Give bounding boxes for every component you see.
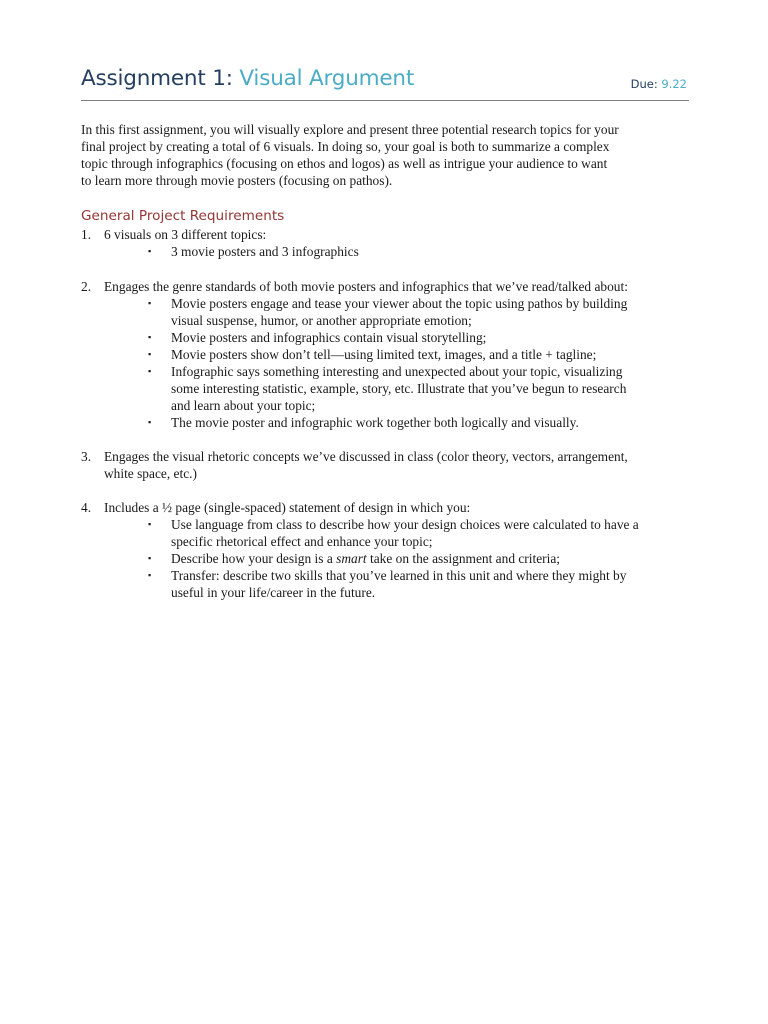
bullet-marker-icon: ▪ (148, 332, 152, 342)
bullet-line: Use language from class to describe how your design choices were calculated to have a (171, 517, 639, 532)
requirement-number: 2. (81, 279, 92, 294)
title-prefix: Assignment 1: (81, 66, 240, 91)
bullet-line: and learn about your topic; (171, 398, 316, 413)
assignment-title (81, 64, 414, 94)
requirement-text (104, 448, 628, 482)
requirement-line: Engages the visual rhetoric concepts we’ve discussed in class (color theory, vectors, arrangement, (104, 449, 628, 464)
bullet-text-post: take on the assignment and criteria; (366, 551, 560, 566)
requirement-number: 4. (81, 500, 92, 515)
document-header (81, 64, 689, 101)
requirement-line: 6 visuals on 3 different topics: (104, 227, 267, 242)
bullet-item (148, 550, 688, 567)
intro-paragraph (81, 121, 689, 189)
requirement-line: Engages the genre standards of both movie posters and infographics that we’ve read/talked about: (104, 279, 628, 294)
bullet-line: Movie posters and infographics contain visual storytelling; (171, 330, 487, 345)
bullet-line: some interesting statistic, example, story, etc. Illustrate that you’ve begun to research (171, 381, 627, 396)
bullet-line (171, 550, 688, 567)
bullet-marker-icon: ▪ (148, 366, 152, 376)
bullet-line: Movie posters engage and tease your viewer about the topic using pathos by building (171, 296, 628, 311)
bullet-marker-icon: ▪ (148, 519, 152, 529)
bullet-line: Transfer: describe two skills that you’ve learned in this unit and where they might by (171, 568, 627, 583)
requirement-text (104, 499, 470, 516)
intro-line: final project by creating a total of 6 visuals. In doing so, your goal is both to summarize a complex (81, 139, 610, 154)
bullet-marker-icon: ▪ (148, 298, 152, 308)
bullet-item (148, 329, 688, 346)
due-label: Due: (630, 77, 662, 91)
requirement-line: white space, etc.) (104, 466, 197, 481)
bullet-marker-icon: ▪ (148, 246, 152, 256)
due-date (631, 76, 687, 92)
requirement-text (104, 278, 628, 295)
requirement-bullets (148, 516, 688, 601)
bullet-item (148, 346, 688, 363)
bullet-item (148, 414, 688, 431)
requirement-number: 1. (81, 227, 92, 242)
requirement-text (104, 226, 266, 243)
bullet-text-emphasis: smart (336, 551, 367, 566)
bullet-line: specific rhetorical effect and enhance your topic; (171, 534, 433, 549)
bullet-marker-icon: ▪ (148, 570, 152, 580)
bullet-item (148, 243, 688, 260)
bullet-line: visual suspense, humor, or another appropriate emotion; (171, 313, 472, 328)
due-value: 9.22 (661, 77, 687, 91)
bullet-line: The movie poster and infographic work together both logically and visually. (171, 415, 579, 430)
intro-line: to learn more through movie posters (focusing on pathos). (81, 173, 393, 188)
bullet-text-pre: Describe how your design is a (171, 551, 337, 566)
bullet-line: 3 movie posters and 3 infographics (171, 244, 359, 259)
bullet-item (148, 363, 688, 414)
requirement-line: Includes a ½ page (single-spaced) statement of design in which you: (104, 500, 471, 515)
bullet-line: useful in your life/career in the future. (171, 585, 376, 600)
bullet-marker-icon: ▪ (148, 349, 152, 359)
section-heading: General Project Requirements (81, 208, 285, 224)
requirement-bullets (148, 295, 688, 431)
bullet-item (148, 567, 688, 601)
title-accent: Visual Argument (239, 66, 415, 91)
bullet-item (148, 516, 688, 550)
bullet-marker-icon: ▪ (148, 417, 152, 427)
intro-line: topic through infographics (focusing on ethos and logos) as well as intrigue your audience to want (81, 156, 608, 171)
bullet-line: Infographic says something interesting and unexpected about your topic, visualizing (171, 364, 623, 379)
bullet-marker-icon: ▪ (148, 553, 152, 563)
requirement-bullets (148, 243, 688, 260)
bullet-line: Movie posters show don’t tell—using limited text, images, and a title + tagline; (171, 347, 597, 362)
requirement-number: 3. (81, 449, 92, 464)
intro-line: In this first assignment, you will visually explore and present three potential research topics for your (81, 122, 619, 137)
bullet-item (148, 295, 688, 329)
